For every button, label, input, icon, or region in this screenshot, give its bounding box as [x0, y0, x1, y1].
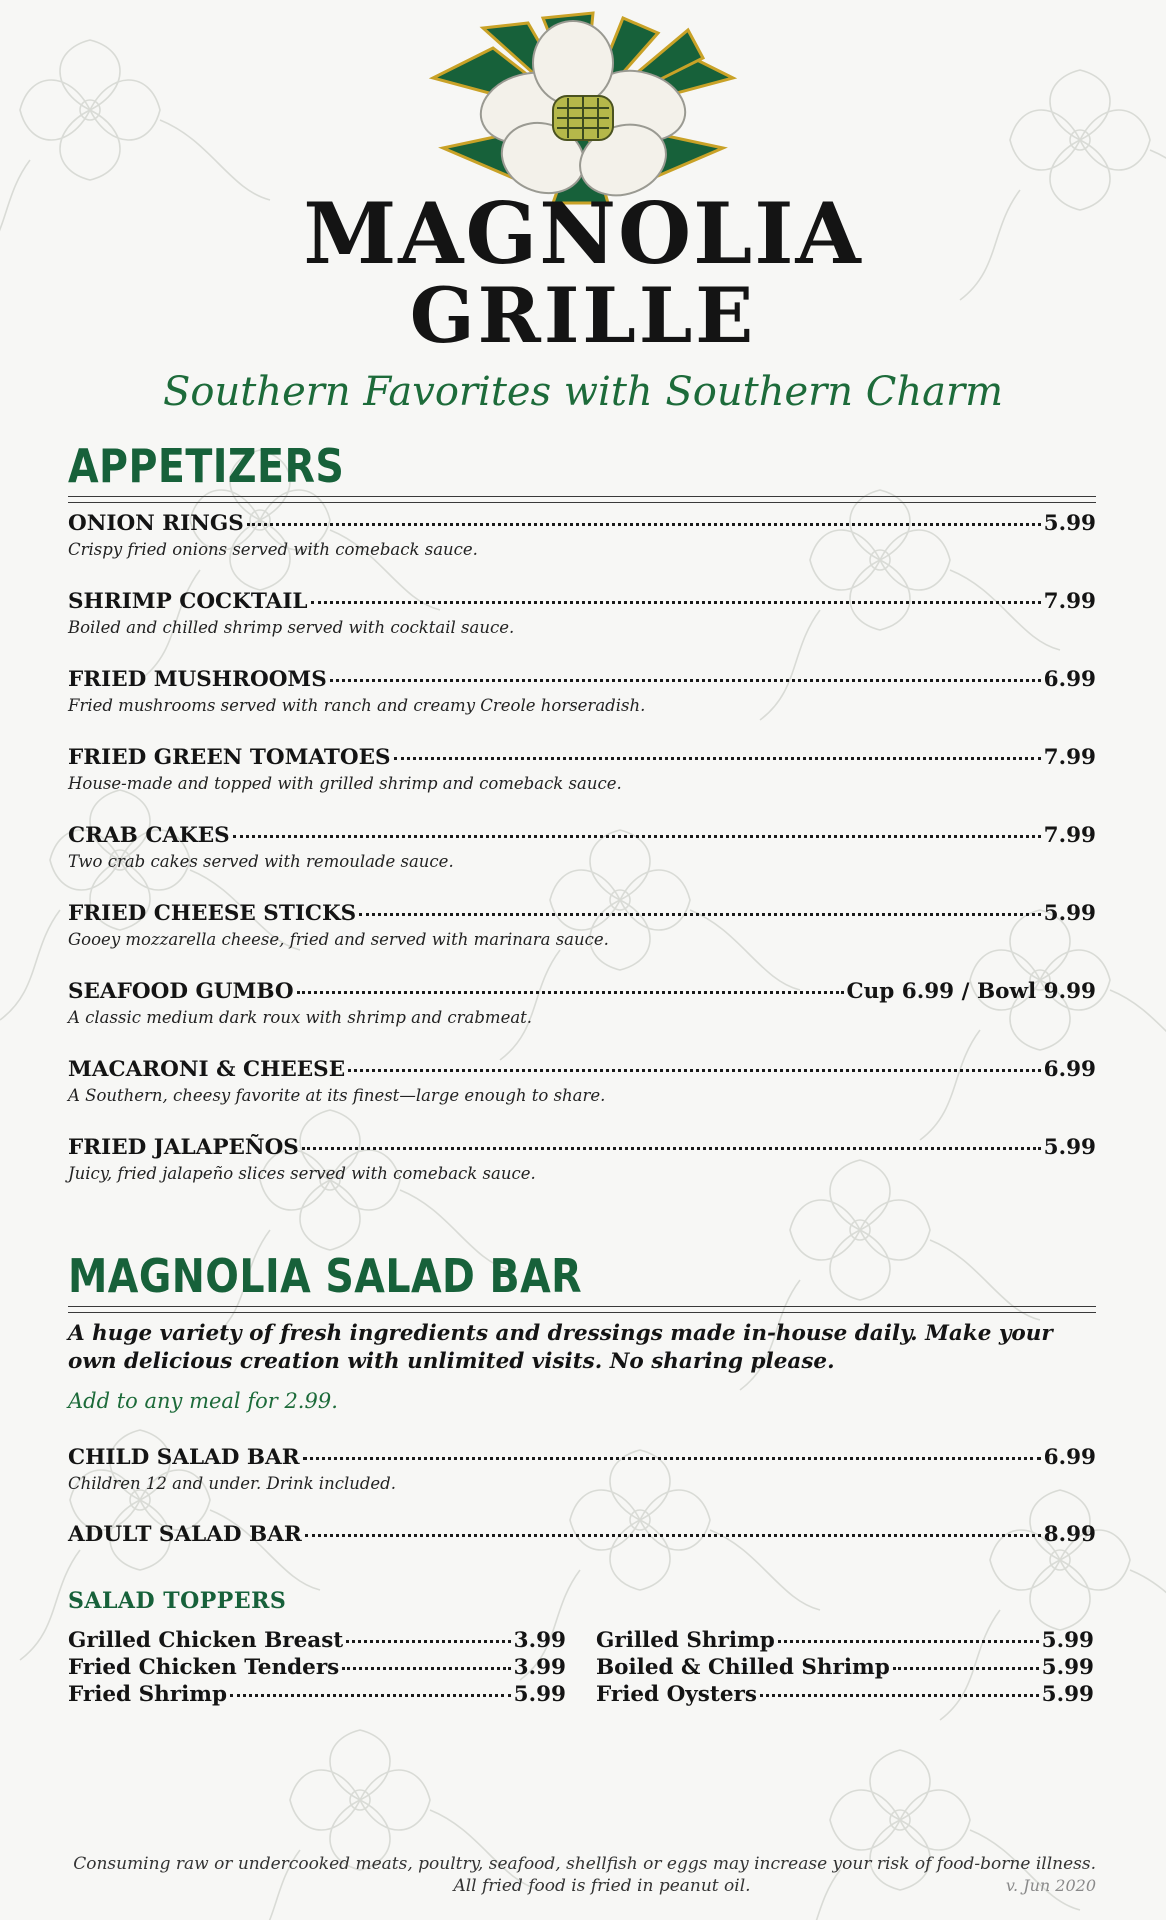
dot-leader — [778, 1639, 1039, 1643]
menu-item-price: 7.99 — [1043, 745, 1096, 770]
menu-item-price: 6.99 — [1043, 1445, 1096, 1470]
dot-leader — [330, 678, 1041, 682]
dot-leader — [247, 522, 1041, 526]
menu-item — [68, 823, 1096, 871]
footer — [68, 1853, 1096, 1897]
dot-leader — [311, 600, 1041, 604]
menu-item-description: Children 12 and under. Drink included. — [68, 1474, 396, 1493]
menu-item — [68, 1522, 1096, 1547]
menu-item-price: 5.99 — [1043, 511, 1096, 536]
topper-name: Fried Oysters — [596, 1682, 757, 1707]
appetizers-title: APPETIZERS — [68, 439, 345, 493]
menu-item-description: Boiled and chilled shrimp served with cocktail sauce. — [68, 618, 515, 637]
dot-leader — [394, 756, 1041, 760]
dot-leader — [893, 1666, 1039, 1670]
menu-item-price: 7.99 — [1043, 823, 1096, 848]
menu-item-price: 6.99 — [1043, 1057, 1096, 1082]
topper-name: Boiled & Chilled Shrimp — [596, 1655, 890, 1680]
logo-name-line1: MAGNOLIA — [303, 184, 863, 283]
dot-leader — [760, 1693, 1039, 1697]
topper-price: 3.99 — [513, 1628, 566, 1653]
menu-item-name: CHILD SALAD BAR — [68, 1445, 300, 1470]
salad-topper-item — [68, 1655, 566, 1682]
menu-item-description: Two crab cakes served with remoulade sauce. — [68, 852, 454, 871]
menu-item-name: FRIED GREEN TOMATOES — [68, 745, 391, 770]
salad-bar-add-note: Add to any meal for 2.99. — [68, 1389, 338, 1413]
salad-topper-item — [596, 1682, 1094, 1709]
menu-item-description: House-made and topped with grilled shrimp and comeback sauce. — [68, 774, 622, 793]
menu-item — [68, 589, 1096, 637]
dot-leader — [233, 834, 1041, 838]
dot-leader — [303, 1456, 1041, 1460]
dot-leader — [348, 1068, 1041, 1072]
salad-topper-item — [596, 1628, 1094, 1655]
menu-item-name: ADULT SALAD BAR — [68, 1522, 302, 1547]
dot-leader — [297, 990, 844, 994]
salad-bar-intro: A huge variety of fresh ingredients and dressings made in-house daily. Make your own delicious creation with unlimited visits. No sharing please. — [68, 1321, 1053, 1374]
topper-name: Grilled Chicken Breast — [68, 1628, 344, 1653]
menu-item-name: ONION RINGS — [68, 511, 244, 536]
topper-price: 3.99 — [513, 1655, 566, 1680]
menu-item-price: 8.99 — [1043, 1522, 1096, 1547]
menu-item — [68, 979, 1096, 1027]
menu-item-name: SEAFOOD GUMBO — [68, 979, 294, 1004]
dot-leader — [302, 1146, 1041, 1150]
salad-bar-rule — [68, 1306, 1096, 1313]
tagline: Southern Favorites with Southern Charm — [162, 369, 1004, 415]
menu-item-price: 5.99 — [1043, 1135, 1096, 1160]
logo — [0, 8, 1166, 208]
menu-item-name: FRIED CHEESE STICKS — [68, 901, 357, 926]
menu-item-price: 5.99 — [1043, 901, 1096, 926]
dot-leader — [346, 1639, 510, 1643]
salad-toppers-right — [596, 1628, 1094, 1709]
menu-item-description: Crispy fried onions served with comeback sauce. — [68, 540, 478, 559]
salad-toppers-left — [68, 1628, 566, 1709]
topper-name: Fried Chicken Tenders — [68, 1655, 340, 1680]
salad-topper-item — [596, 1655, 1094, 1682]
dot-leader — [342, 1666, 510, 1670]
logo-name-line2: GRILLE — [409, 271, 757, 360]
menu-item-description: A classic medium dark roux with shrimp and crabmeat. — [68, 1008, 533, 1027]
menu-item — [68, 1445, 1096, 1493]
salad-toppers-title: SALAD TOPPERS — [68, 1588, 287, 1614]
menu-item-name: CRAB CAKES — [68, 823, 230, 848]
version-label: v. Jun 2020 — [1005, 1876, 1096, 1895]
topper-name: Grilled Shrimp — [596, 1628, 775, 1653]
menu-item-name: FRIED JALAPEÑOS — [68, 1135, 299, 1160]
topper-price: 5.99 — [513, 1682, 566, 1707]
topper-price: 5.99 — [1041, 1655, 1094, 1680]
menu-item-price: 7.99 — [1043, 589, 1096, 614]
menu-item — [68, 1135, 1096, 1183]
menu-item — [68, 901, 1096, 949]
menu-item-name: SHRIMP COCKTAIL — [68, 589, 308, 614]
dot-leader — [305, 1533, 1041, 1537]
magnolia-flower-icon — [418, 8, 748, 208]
menu-item — [68, 511, 1096, 559]
menu-item-price: Cup 6.99 / Bowl 9.99 — [846, 979, 1096, 1004]
menu-item — [68, 667, 1096, 715]
topper-price: 5.99 — [1041, 1682, 1094, 1707]
menu-item-name: FRIED MUSHROOMS — [68, 667, 327, 692]
footer-warning: Consuming raw or undercooked meats, poultry, seafood, shellfish or eggs may increase your risk of food-borne illness. — [73, 1854, 1096, 1874]
appetizers-rule — [68, 496, 1096, 503]
topper-price: 5.99 — [1041, 1628, 1094, 1653]
menu-item-description: Juicy, fried jalapeño slices served with comeback sauce. — [68, 1164, 536, 1183]
menu-item — [68, 1057, 1096, 1105]
menu-item-description: A Southern, cheesy favorite at its finest—large enough to share. — [68, 1086, 606, 1105]
salad-topper-item — [68, 1628, 566, 1655]
footer-peanut-note: All fried food is fried in peanut oil. — [453, 1876, 751, 1896]
dot-leader — [359, 912, 1040, 916]
salad-bar-title: MAGNOLIA SALAD BAR — [68, 1249, 583, 1303]
dot-leader — [230, 1693, 511, 1697]
menu-item-description: Gooey mozzarella cheese, fried and served with marinara sauce. — [68, 930, 609, 949]
menu-item-name: MACARONI & CHEESE — [68, 1057, 346, 1082]
menu-item — [68, 745, 1096, 793]
topper-name: Fried Shrimp — [68, 1682, 228, 1707]
menu-item-description: Fried mushrooms served with ranch and creamy Creole horseradish. — [68, 696, 646, 715]
salad-topper-item — [68, 1682, 566, 1709]
menu-item-price: 6.99 — [1043, 667, 1096, 692]
